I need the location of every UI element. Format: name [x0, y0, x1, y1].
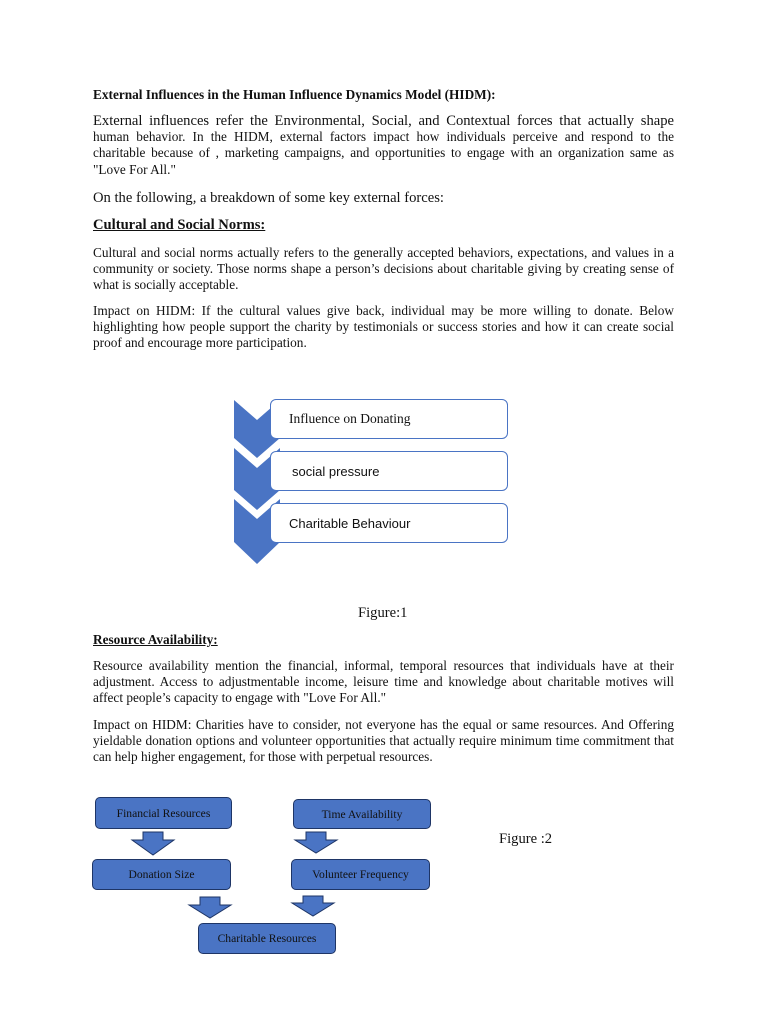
box-time-availability — [293, 799, 431, 829]
section-title-resource: Resource Availability: — [93, 632, 218, 647]
arrow-down-donation — [189, 897, 231, 918]
flow-box-charitable-behaviour — [270, 503, 508, 543]
intro-rest: human behavior. In the HIDM, external factors impact how individuals perceive and respond to the charitable because of , marketing campaigns, and opportunities to engage with an organization same as "Love For All." — [93, 129, 674, 177]
impact-paragraph-1: Impact on HIDM: If the cultural values give back, individual may be more willing to donate. Below highlighting how people support the charity by testimonials or success stories and how it can create social proof and encourage more participation. — [93, 303, 674, 351]
label-time-availability: Time Availability — [321, 807, 403, 821]
flow-box-social-pressure — [270, 451, 508, 491]
label-donation-size: Donation Size — [128, 868, 195, 881]
page-heading: External Influences in the Human Influence Dynamics Model (HIDM): — [93, 87, 496, 102]
arrow-down-volunteer — [292, 896, 334, 916]
intro-first-line: External influences refer the Environmental, Social, and Contextual forces that actually shape — [93, 113, 674, 129]
arrow-down-financial — [132, 832, 174, 855]
flow-label-influence: Influence on Donating — [289, 411, 411, 426]
flow-label-social-pressure: social pressure — [292, 463, 380, 479]
flow-box-influence — [270, 399, 508, 439]
box-charitable-resources — [198, 923, 336, 954]
arrow-down-time — [295, 832, 337, 853]
box-donation-size — [92, 859, 231, 890]
impact-paragraph-2: Impact on HIDM: Charities have to consider, not everyone has the equal or same resources. And Offering yieldable donation options and volunteer opportunities that actually require minimum time commitment that can help higher engagement, for those with perpetual resources. — [93, 717, 674, 765]
label-financial-resources: Financial Resources — [116, 806, 211, 820]
figure-2-caption: Figure :2 — [499, 831, 553, 847]
resource-paragraph: Resource availability mention the financial, informal, temporal resources that individuals have at their adjustment. Access to adjustmentable income, leisure time and knowledge about charitable motives will affect people’s capacity to engage with "Love For All." — [93, 658, 674, 706]
label-charitable-resources: Charitable Resources — [217, 932, 317, 945]
box-financial-resources — [95, 797, 232, 829]
label-volunteer-frequency: Volunteer Frequency — [312, 868, 409, 881]
section-title-cultural: Cultural and Social Norms: — [93, 217, 266, 233]
intro-paragraph — [93, 113, 674, 178]
flow-label-charitable-behaviour: Charitable Behaviour — [289, 515, 411, 531]
cultural-paragraph: Cultural and social norms actually refers to the generally accepted behaviors, expectations, and values in a community or society. Those norms shape a person’s decisions about charitable giving by creating sense of what is socially acceptable. — [93, 245, 674, 293]
figure-1-caption: Figure:1 — [358, 605, 408, 621]
box-volunteer-frequency — [291, 859, 430, 890]
breakdown-line: On the following, a breakdown of some key external forces: — [93, 190, 444, 206]
